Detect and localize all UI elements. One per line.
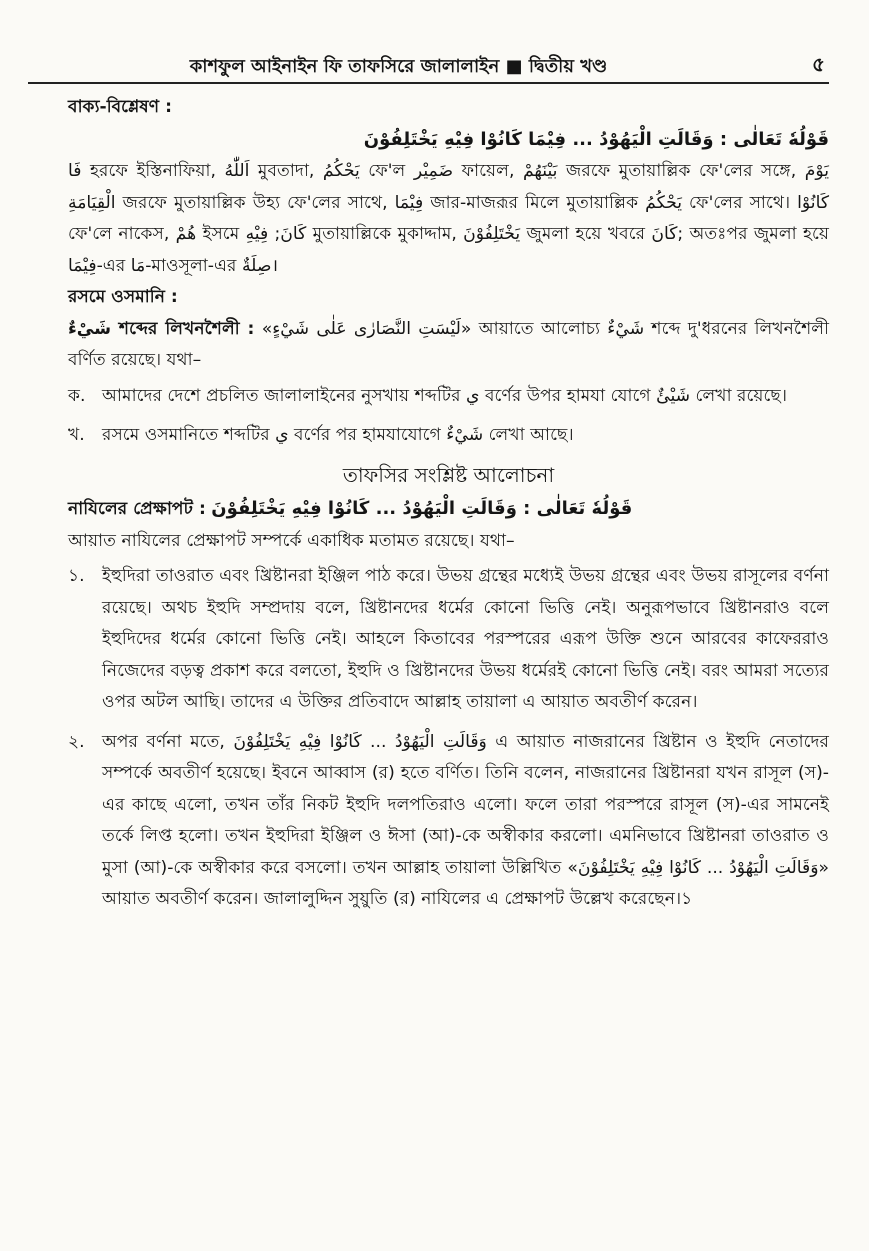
rasm-subheading: شَيْءٌ শব্দের লিখনশৈলী :	[68, 318, 255, 339]
rasm-paragraph	[68, 314, 829, 377]
list-marker: খ.	[68, 425, 85, 445]
rasm-paragraph-text: «لَيْسَتِ النَّصَارٰى عَلٰى شَيْءٍ» আয়াতে আলোচ্য شَيْءٌ শব্দে দু'ধরনের লিখনশৈলী বর্ণিত রয়েছে। যথা–	[68, 318, 829, 370]
heading-sentence-analysis: বাক্য-বিশ্লেষণ :	[68, 97, 173, 117]
analysis-paragraph: فَا হরফে ইস্তিনাফিয়া, اَللّٰهُ মুবতাদা, يَحْكُمُ ফে'ল ضَمِيْر ফায়েল, بَيْنَهُمْ জরফে মুতায়াল্লিক ফে'লের সঙ্গে, يَوْمَ الْقِيَامَةِ জরফে মুতায়াল্লিক উহ্য ফে'লের সাথে, فِيْمَا জার-মাজরূর মিলে মুতায়াল্লিক يَحْكُمُ ফে'লের সাথে। كَانُوْا ফে'লে নাকেস, هُمْ ইসমে كَانَ; فِيْهِ মুতায়াল্লিকে মুকাদ্দাম, يَخْتَلِفُوْنَ জুমলা হয়ে খবরে كَانَ; অতঃপর জুমলা হয়ে فِيْمَا-এর مَا-মাওসূলা-এর صِلَةٌ।	[68, 161, 830, 276]
section-title: তাফসির সংশ্লিষ্ট আলোচনা	[342, 462, 555, 487]
list-item	[68, 381, 829, 413]
arabic-verse-heading	[68, 124, 829, 157]
list-item	[68, 420, 829, 452]
heading-rasm-usmani: রসমে ওসমানি :	[68, 287, 178, 307]
revelation-heading	[68, 493, 829, 526]
list-item-text: আমাদের দেশে প্রচলিত জালালাইনের নুসখায় শব্দটির ي বর্ণের উপর হামযা যোগে شَيْئٌ লেখা রয়েছে।	[102, 385, 787, 406]
running-header	[28, 46, 829, 84]
list-marker: ২.	[68, 731, 85, 752]
arabic-verse-text: قَوْلُهٗ تَعَالٰى : وَقَالَتِ الْيَهُوْدُ ... فِيْمَا كَانُوْا فِيْهِ يَخْتَلِفُوْنَ	[363, 128, 829, 150]
revelation-list	[68, 561, 829, 916]
revelation-intro: আয়াত নাযিলের প্রেক্ষাপট সম্পর্কে একাধিক মতামত রয়েছে। যথা–	[68, 530, 515, 551]
revelation-arabic: قَوْلُهٗ تَعَالٰى : وَقَالَتِ الْيَهُوْدُ ... كَانُوْا فِيْهِ يَخْتَلِفُوْنَ	[211, 498, 633, 519]
list-item-text: রসমে ওসমানিতে শব্দটির ي বর্ণের পর হামযাযোগে شَيْءٌ লেখা আছে।	[102, 425, 574, 445]
list-marker: ১.	[68, 566, 85, 586]
list-marker: ক.	[68, 385, 86, 406]
list-item	[68, 727, 829, 916]
list-item	[68, 561, 829, 719]
page-number: ৫	[812, 52, 825, 76]
spelling-list	[68, 381, 829, 452]
list-item-text: ইহুদিরা তাওরাত এবং খ্রিষ্টানরা ইঞ্জিল পাঠ করে। উভয় গ্রন্থের মধ্যেই উভয় গ্রন্থের এবং উভয় রাসূলের বর্ণনা রয়েছে। অথচ ইহুদি সম্প্রদায় বলে, খ্রিষ্টানদের ধর্মের কোনো ভিত্তি নেই। অনুরূপভাবে খ্রিষ্টানরাও বলে ইহুদিদের ধর্মের কোনো ভিত্তি নেই। আহলে কিতাবের পরস্পরের এরূপ উক্তি শুনে আরবের কাফেররাও নিজেদের বড়ত্ব প্রকাশ করে বলতো, ইহুদি ও খ্রিষ্টানদের উভয় ধর্মেরই কোনো ভিত্তি নেই। বরং আমরা সত্যের ওপর অটল আছি। তাদের এ উক্তির প্রতিবাদে আল্লাহ তায়ালা এ আয়াত অবতীর্ণ করেন।	[102, 566, 829, 712]
header-title: কাশফুল আইনাইন ফি তাফসিরে জালালাইন ■ দ্বিতীয় খণ্ড	[189, 56, 608, 77]
page-body	[68, 92, 829, 1227]
list-item-text: অপর বর্ণনা মতে, وَقَالَتِ الْيَهُوْدُ ... كَانُوْا فِيْهِ يَخْتَلِفُوْنَ এ আয়াত নাজরানের খ্রিষ্টান ও ইহুদি নেতাদের সম্পর্কে অবতীর্ণ হয়েছে। ইবনে আব্বাস (র) হতে বর্ণিত। তিনি বলেন, নাজরানের খ্রিষ্টানরা যখন রাসূল (স)-এর কাছে এলো, তখন তাঁর নিকট ইহুদি দলপতিরাও এলো। ফলে তারা পরস্পরে রাসূল (স)-এর সামনেই তর্কে লিপ্ত হলো। তখন ইহুদিরা ইঞ্জিল ও ঈসা (আ)-কে অস্বীকার করলো। এমনিভাবে খ্রিষ্টানরা তাওরাত ও মুসা (আ)-কে অস্বীকার করে বসলো। তখন আল্লাহ তায়ালা উল্লিখিত «وَقَالَتِ الْيَهُوْدُ ... كَانُوْا فِيْهِ يَخْتَلِفُوْنَ» আয়াত অবতীর্ণ করেন। জালালুদ্দিন সুয়ুতি (র) নাযিলের এ প্রেক্ষাপট উল্লেখ করেছেন।১	[102, 731, 830, 909]
revelation-subheading: নাযিলের প্রেক্ষাপট :	[68, 499, 206, 519]
